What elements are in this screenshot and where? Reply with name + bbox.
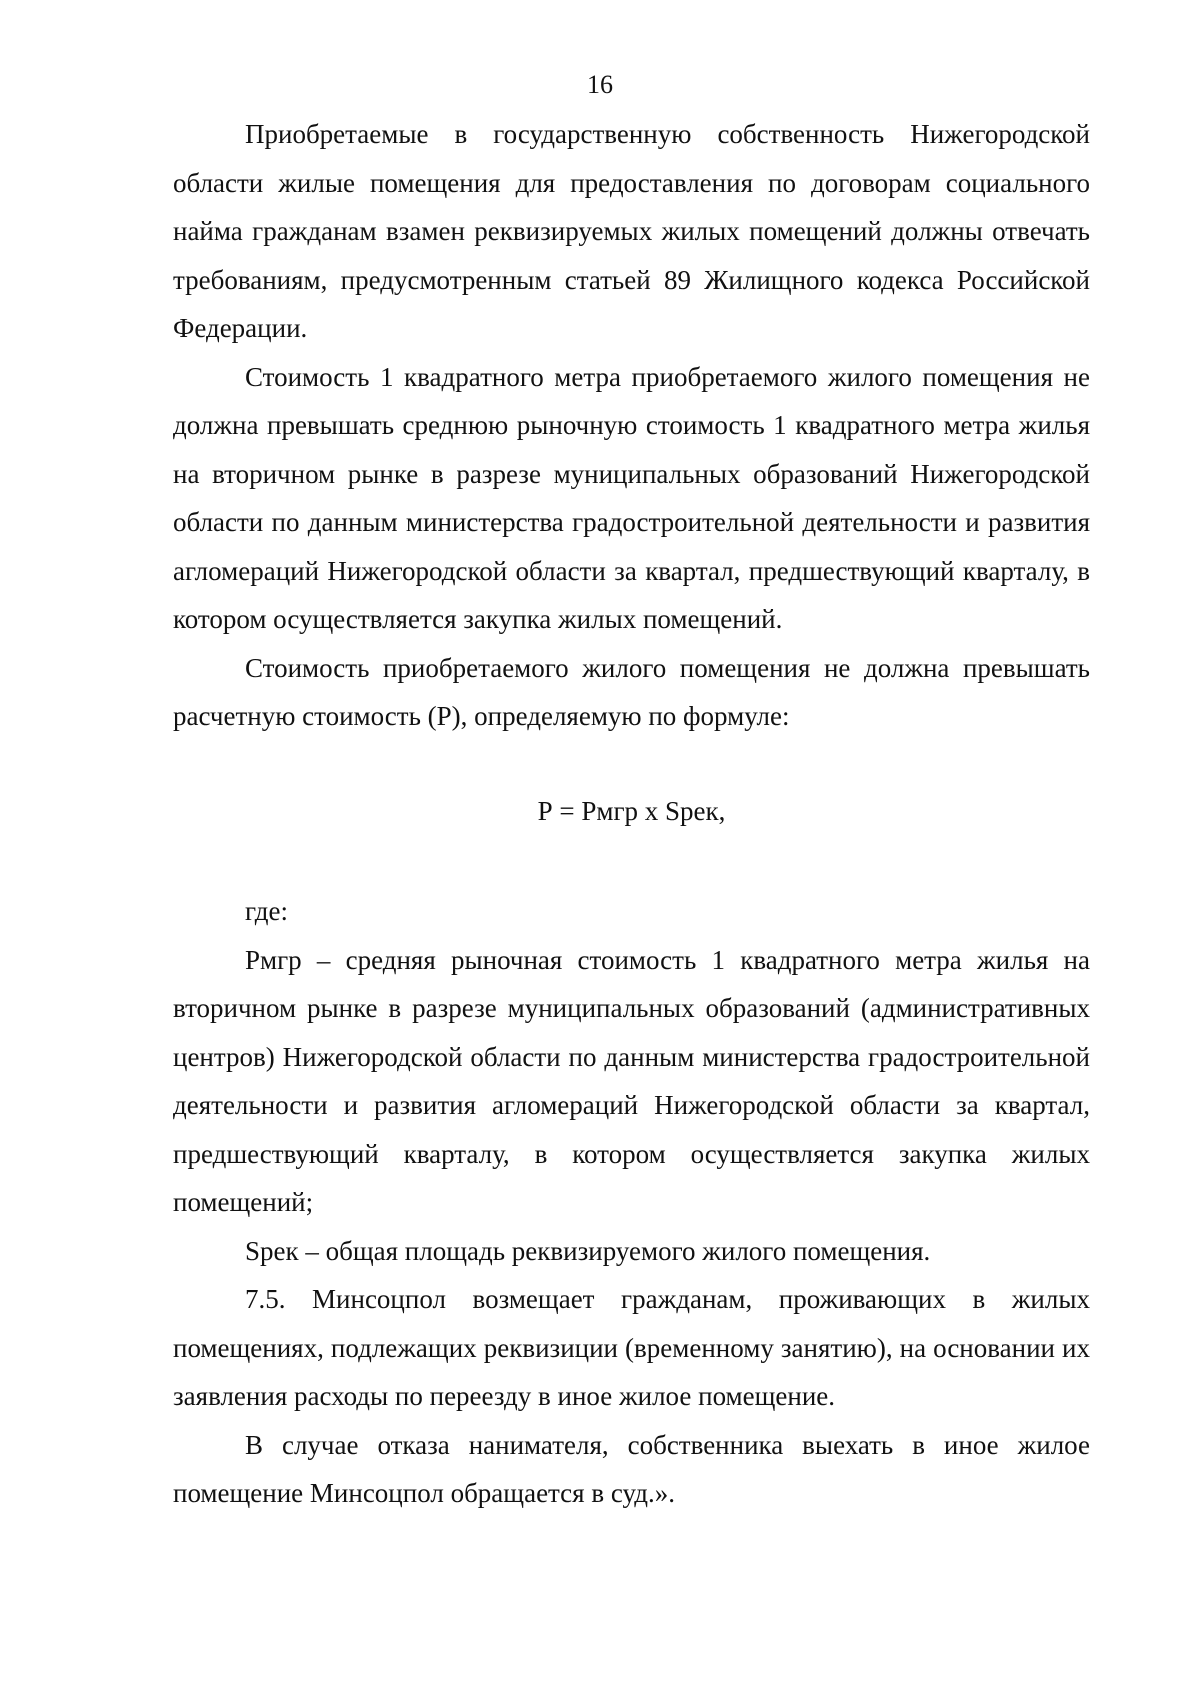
paragraph-court-appeal: В случае отказа нанимателя, собственника выехать в иное жилое помещение Минсоцпол обращается в суд.». [173,1429,1090,1508]
cost-formula: Р = Рмгр х Sрек, [537,795,726,826]
document-body [173,110,1090,1518]
paragraph-pmgr-definition: Рмгр – средняя рыночная стоимость 1 квадратного метра жилья на вторичном рынке в разрезе муниципальных образований (административных центров) Нижегородской области по данным министерства градостроительной деятельности и развития агломераций Нижегородской области за квартал, предшествующий кварталу, в котором осуществляется закупка жилых помещений; [173,944,1090,1217]
page-number: 16 [587,70,613,99]
paragraph-square-meter-cost: Стоимость 1 квадратного метра приобретаемого жилого помещения не должна превышать среднюю рыночную стоимость 1 квадратного метра жилья на вторичном рынке в разрезе муниципальных образований Нижегородской области по данным министерства градостроительной деятельности и развития агломераций Нижегородской области за квартал, предшествующий кварталу, в котором осуществляется закупка жилых помещений. [173,361,1090,634]
paragraph-calculated-cost: Стоимость приобретаемого жилого помещения не должна превышать расчетную стоимость (Р), определяемую по формуле: [173,652,1090,731]
paragraph-residential-requirements: Приобретаемые в государственную собственность Нижегородской области жилые помещения для предоставления по договорам социального найма гражданам взамен реквизируемых жилых помещений должны отвечать требованиям, предусмотренным статьей 89 Жилищного кодекса Российской Федерации. [173,119,1090,343]
paragraph-section-7-5: 7.5. Минсоцпол возмещает гражданам, проживающих в жилых помещениях, подлежащих реквизиции (временному занятию), на основании их заявления расходы по переезду в иное жилое помещение. [173,1284,1090,1411]
paragraph-where: где: [245,896,288,926]
paragraph-srek-definition: Sрек – общая площадь реквизируемого жилого помещения. [245,1235,931,1266]
